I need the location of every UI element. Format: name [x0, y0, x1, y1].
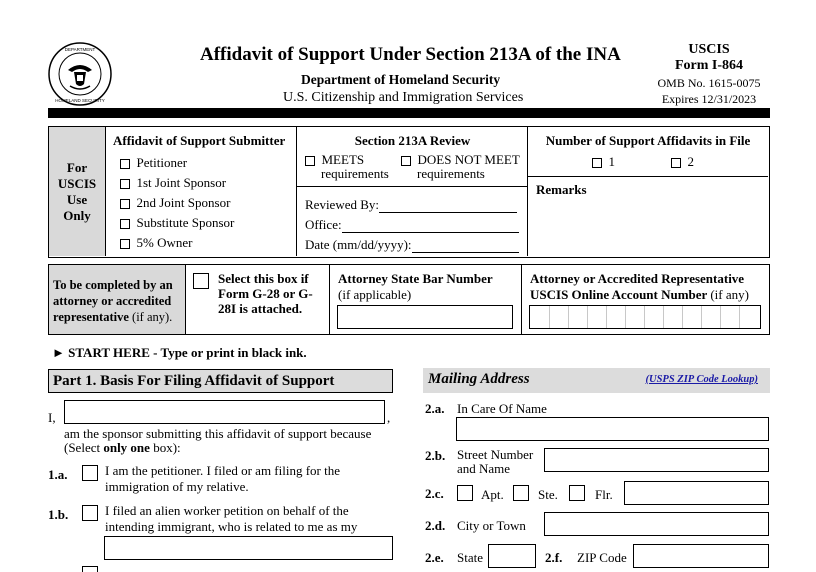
- state-select[interactable]: [488, 544, 536, 568]
- submitter-option[interactable]: 5% Owner: [120, 233, 234, 253]
- affidavits-heading: Number of Support Affidavits in File: [545, 133, 751, 148]
- street-input[interactable]: [544, 448, 769, 472]
- count-1-option[interactable]: 1: [592, 154, 615, 170]
- department-name: Department of Homeland Security: [301, 72, 501, 87]
- expiration-date: Expires 12/31/2023: [661, 92, 757, 106]
- submitter-option[interactable]: Petitioner: [120, 153, 234, 173]
- flr-label: Flr.: [595, 487, 613, 502]
- section-213a-review: [297, 127, 528, 256]
- attorney-intro-cell: [49, 265, 186, 334]
- mailing-address-header: [423, 368, 770, 393]
- header-rule: [48, 108, 770, 118]
- reviewed-by-row: Reviewed By:: [305, 197, 517, 213]
- svg-text:DEPARTMENT: DEPARTMENT: [64, 47, 96, 52]
- mailing-address-heading: Mailing Address: [428, 371, 530, 387]
- unit-number-input[interactable]: [624, 481, 769, 505]
- item-1a-checkbox[interactable]: [82, 465, 98, 481]
- item-2c-number: 2.c.: [425, 486, 444, 501]
- checkbox-icon[interactable]: [120, 199, 130, 209]
- g28-checkbox[interactable]: [193, 273, 209, 289]
- city-label: City or Town: [457, 518, 526, 533]
- checkbox-icon[interactable]: [592, 158, 602, 168]
- item-1a-number: 1.a.: [48, 467, 68, 482]
- apt-checkbox[interactable]: [457, 485, 473, 501]
- item-2a-number: 2.a.: [425, 401, 445, 416]
- in-care-of-input[interactable]: [456, 417, 769, 441]
- part1-header: [48, 369, 393, 393]
- item-2f-number: 2.f.: [545, 550, 563, 565]
- i-label: I,: [48, 410, 56, 425]
- state-label: State: [457, 550, 483, 565]
- item-1b-number: 1.b.: [48, 507, 69, 522]
- submitter-heading: Affidavit of Support Submitter: [113, 133, 286, 148]
- checkbox-icon[interactable]: [401, 156, 411, 166]
- attorney-intro: To be completed by an attorney or accredited representative (if any).: [53, 278, 173, 324]
- zip-input[interactable]: [633, 544, 769, 568]
- g28-label: Select this box if Form G-28 or G-28I is attached.: [218, 271, 313, 316]
- remarks-label: Remarks: [536, 182, 587, 197]
- for-uscis-use-only-cell: [49, 127, 106, 256]
- comma-label: ,: [387, 410, 391, 425]
- usps-zip-lookup-link[interactable]: (USPS ZIP Code Lookup): [645, 374, 758, 385]
- form-id-block: [650, 42, 768, 107]
- flr-checkbox[interactable]: [569, 485, 585, 501]
- count-2-option[interactable]: 2: [671, 154, 694, 170]
- review-bottom-rule: [296, 186, 527, 187]
- street-label: Street Number and Name: [457, 447, 534, 476]
- form-number: Form I-864: [674, 58, 744, 73]
- account-number-cell: [522, 265, 769, 334]
- submitter-column: [106, 127, 297, 256]
- checkbox-icon[interactable]: [305, 156, 315, 166]
- apt-label: Apt.: [481, 487, 504, 502]
- meets-option[interactable]: MEETS requirements: [305, 153, 389, 181]
- zip-label: ZIP Code: [577, 550, 627, 565]
- sponsor-statement: am the sponsor submitting this affidavit of support because (Select only one box):: [64, 426, 372, 455]
- bar-number-label: Attorney State Bar Number: [338, 271, 493, 286]
- dhs-seal: [48, 42, 112, 106]
- seal-icon: [48, 42, 112, 106]
- item-2d-number: 2.d.: [425, 518, 446, 533]
- part1-heading: Part 1. Basis For Filing Affidavit of Support: [53, 373, 335, 389]
- item-2b-number: 2.b.: [425, 448, 446, 463]
- start-here-instruction: ► START HERE - Type or print in black ink.: [52, 345, 307, 360]
- bar-number-sub: (if applicable): [338, 287, 412, 302]
- omb-number: OMB No. 1615-0075: [657, 76, 761, 90]
- uscis-use-box: [48, 126, 770, 258]
- checkbox-icon[interactable]: [671, 158, 681, 168]
- affidavits-count-cell: [528, 127, 768, 177]
- date-row: Date (mm/dd/yyyy):: [305, 237, 519, 253]
- attorney-box: [48, 264, 770, 335]
- checkbox-icon[interactable]: [120, 179, 130, 189]
- for-uscis-use-only-label: For USCIS Use Only: [57, 159, 97, 223]
- does-not-meet-option[interactable]: DOES NOT MEET requirements: [401, 153, 520, 181]
- item-1c-checkbox[interactable]: [82, 566, 98, 572]
- submitter-option[interactable]: 1st Joint Sponsor: [120, 173, 234, 193]
- date-line[interactable]: [412, 252, 519, 253]
- relationship-input[interactable]: [104, 536, 393, 560]
- review-heading: Section 213A Review: [354, 133, 471, 148]
- svg-text:HOMELAND SECURITY: HOMELAND SECURITY: [55, 98, 105, 103]
- city-input[interactable]: [544, 512, 769, 536]
- item-1b-checkbox[interactable]: [82, 505, 98, 521]
- submitter-option[interactable]: 2nd Joint Sponsor: [120, 193, 234, 213]
- checkbox-icon[interactable]: [120, 159, 130, 169]
- submitter-option[interactable]: Substitute Sponsor: [120, 213, 234, 233]
- item-1b-text: I filed an alien worker petition on behalf of the intending immigrant, who is related to me as my: [105, 503, 358, 534]
- item-2e-number: 2.e.: [425, 550, 444, 565]
- sponsor-name-input[interactable]: [64, 400, 385, 424]
- checkbox-icon[interactable]: [120, 219, 130, 229]
- ste-label: Ste.: [538, 487, 558, 502]
- agency-name: U.S. Citizenship and Immigration Services: [283, 90, 524, 105]
- reviewed-by-line[interactable]: [379, 212, 517, 213]
- in-care-of-label: In Care Of Name: [457, 401, 547, 416]
- item-1a-text: I am the petitioner. I filed or am filing for the immigration of my relative.: [105, 463, 341, 494]
- office-row: Office:: [305, 217, 519, 233]
- bar-number-cell: [330, 265, 522, 334]
- account-number-input[interactable]: [529, 305, 761, 329]
- office-line[interactable]: [342, 232, 519, 233]
- form-title: Affidavit of Support Under Section 213A of the INA: [200, 44, 621, 65]
- checkbox-icon[interactable]: [120, 239, 130, 249]
- remarks-area[interactable]: [528, 177, 768, 256]
- g28-cell: [186, 265, 330, 334]
- submitter-options: [120, 153, 234, 253]
- bar-number-input[interactable]: [337, 305, 513, 329]
- uscis-label: USCIS: [688, 42, 730, 57]
- ste-checkbox[interactable]: [513, 485, 529, 501]
- account-number-label: Attorney or Accredited Representative USCIS Online Account Number (if any): [530, 271, 749, 302]
